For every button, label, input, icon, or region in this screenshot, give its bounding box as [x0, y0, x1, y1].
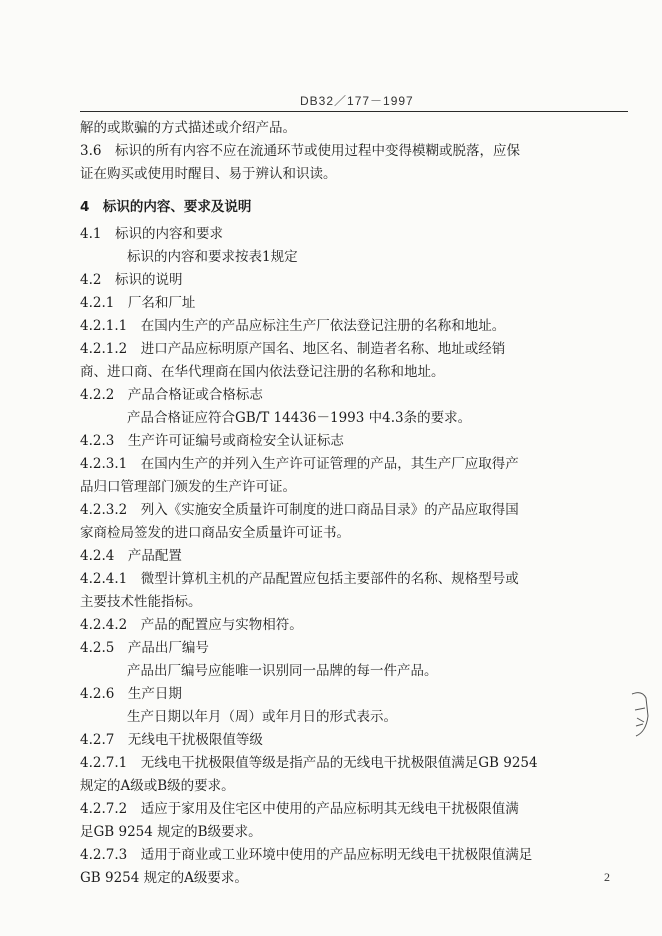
text-line: 规定的A级或B级的要求。 [80, 778, 235, 794]
text-line: 4.2.3.1 在国内生产的并列入生产许可证管理的产品，其生产厂应取得产 [80, 456, 519, 472]
text-line: 4.2.7.1 无线电干扰极限值等级是指产品的无线电干扰极限值满足GB 9254 [80, 755, 538, 771]
text-line: 4.2.1.2 进口产品应标明原产国名、地区名、制造者名称、地址或经销 [80, 341, 506, 357]
text-line: 商、进口商、在华代理商在国内依法登记注册的名称和地址。 [80, 364, 445, 380]
text-line: 家商检局签发的进口商品安全质量许可证书。 [80, 525, 350, 541]
text-line: 生产日期以年月（周）或年月日的形式表示。 [127, 709, 397, 725]
text-line: 4.2.3.2 列入《实施安全质量许可制度的进口商品目录》的产品应取得国 [80, 502, 519, 518]
text-line: 4.1 标识的内容和要求 [80, 226, 223, 242]
text-line: 4.2.1 厂名和厂址 [80, 295, 196, 311]
text-line: 4.2.5 产品出厂编号 [80, 640, 209, 656]
text-line: 产品合格证应符合GB/T 14436－1993 中4.3条的要求。 [127, 410, 472, 426]
header-rule [80, 111, 628, 112]
text-line: 4.2.4 产品配置 [80, 548, 182, 564]
page-number: 2 [604, 870, 610, 884]
text-line: 4.2.2 产品合格证或合格标志 [80, 387, 263, 403]
text-line: 品归口管理部门颁发的生产许可证。 [80, 479, 296, 495]
text-line: 足GB 9254 规定的B级要求。 [80, 824, 262, 840]
text-line: 4.2.7.3 适用于商业或工业环境中使用的产品应标明无线电干扰极限值满足 [80, 847, 533, 863]
text-line: 4.2.1.1 在国内生产的产品应标注生产厂依法登记注册的名称和地址。 [80, 318, 506, 334]
text-line: 4.2.3 生产许可证编号或商检安全认证标志 [80, 433, 344, 449]
text-line: 4.2.7 无线电干扰极限值等级 [80, 732, 263, 748]
section-heading: 4 标识的内容、要求及说明 [80, 199, 252, 215]
text-line: 3.6 标识的所有内容不应在流通环节或使用过程中变得模糊或脱落，应保 [80, 143, 520, 159]
text-line: 4.2.4.1 微型计算机主机的产品配置应包括主要部件的名称、规格型号或 [80, 571, 519, 587]
text-line: 4.2 标识的说明 [80, 272, 183, 288]
text-line: 主要技术性能指标。 [80, 594, 202, 610]
text-line: 标识的内容和要求按表1规定 [127, 249, 298, 265]
text-line: 4.2.7.2 适应于家用及住宅区中使用的产品应标明其无线电干扰极限值满 [80, 801, 519, 817]
text-line: 4.2.4.2 产品的配置应与实物相符。 [80, 617, 303, 633]
text-line: 证在购买或使用时醒目、易于辨认和识读。 [80, 166, 337, 182]
margin-stamp-mark [628, 688, 652, 740]
text-line: 4.2.6 生产日期 [80, 686, 182, 702]
text-line: 解的或欺骗的方式描述或介绍产品。 [80, 120, 296, 136]
text-line: GB 9254 规定的A级要求。 [80, 870, 248, 886]
header-doc-code: DB32／177－1997 [300, 94, 414, 108]
text-line: 产品出厂编号应能唯一识别同一品牌的每一件产品。 [127, 663, 438, 679]
